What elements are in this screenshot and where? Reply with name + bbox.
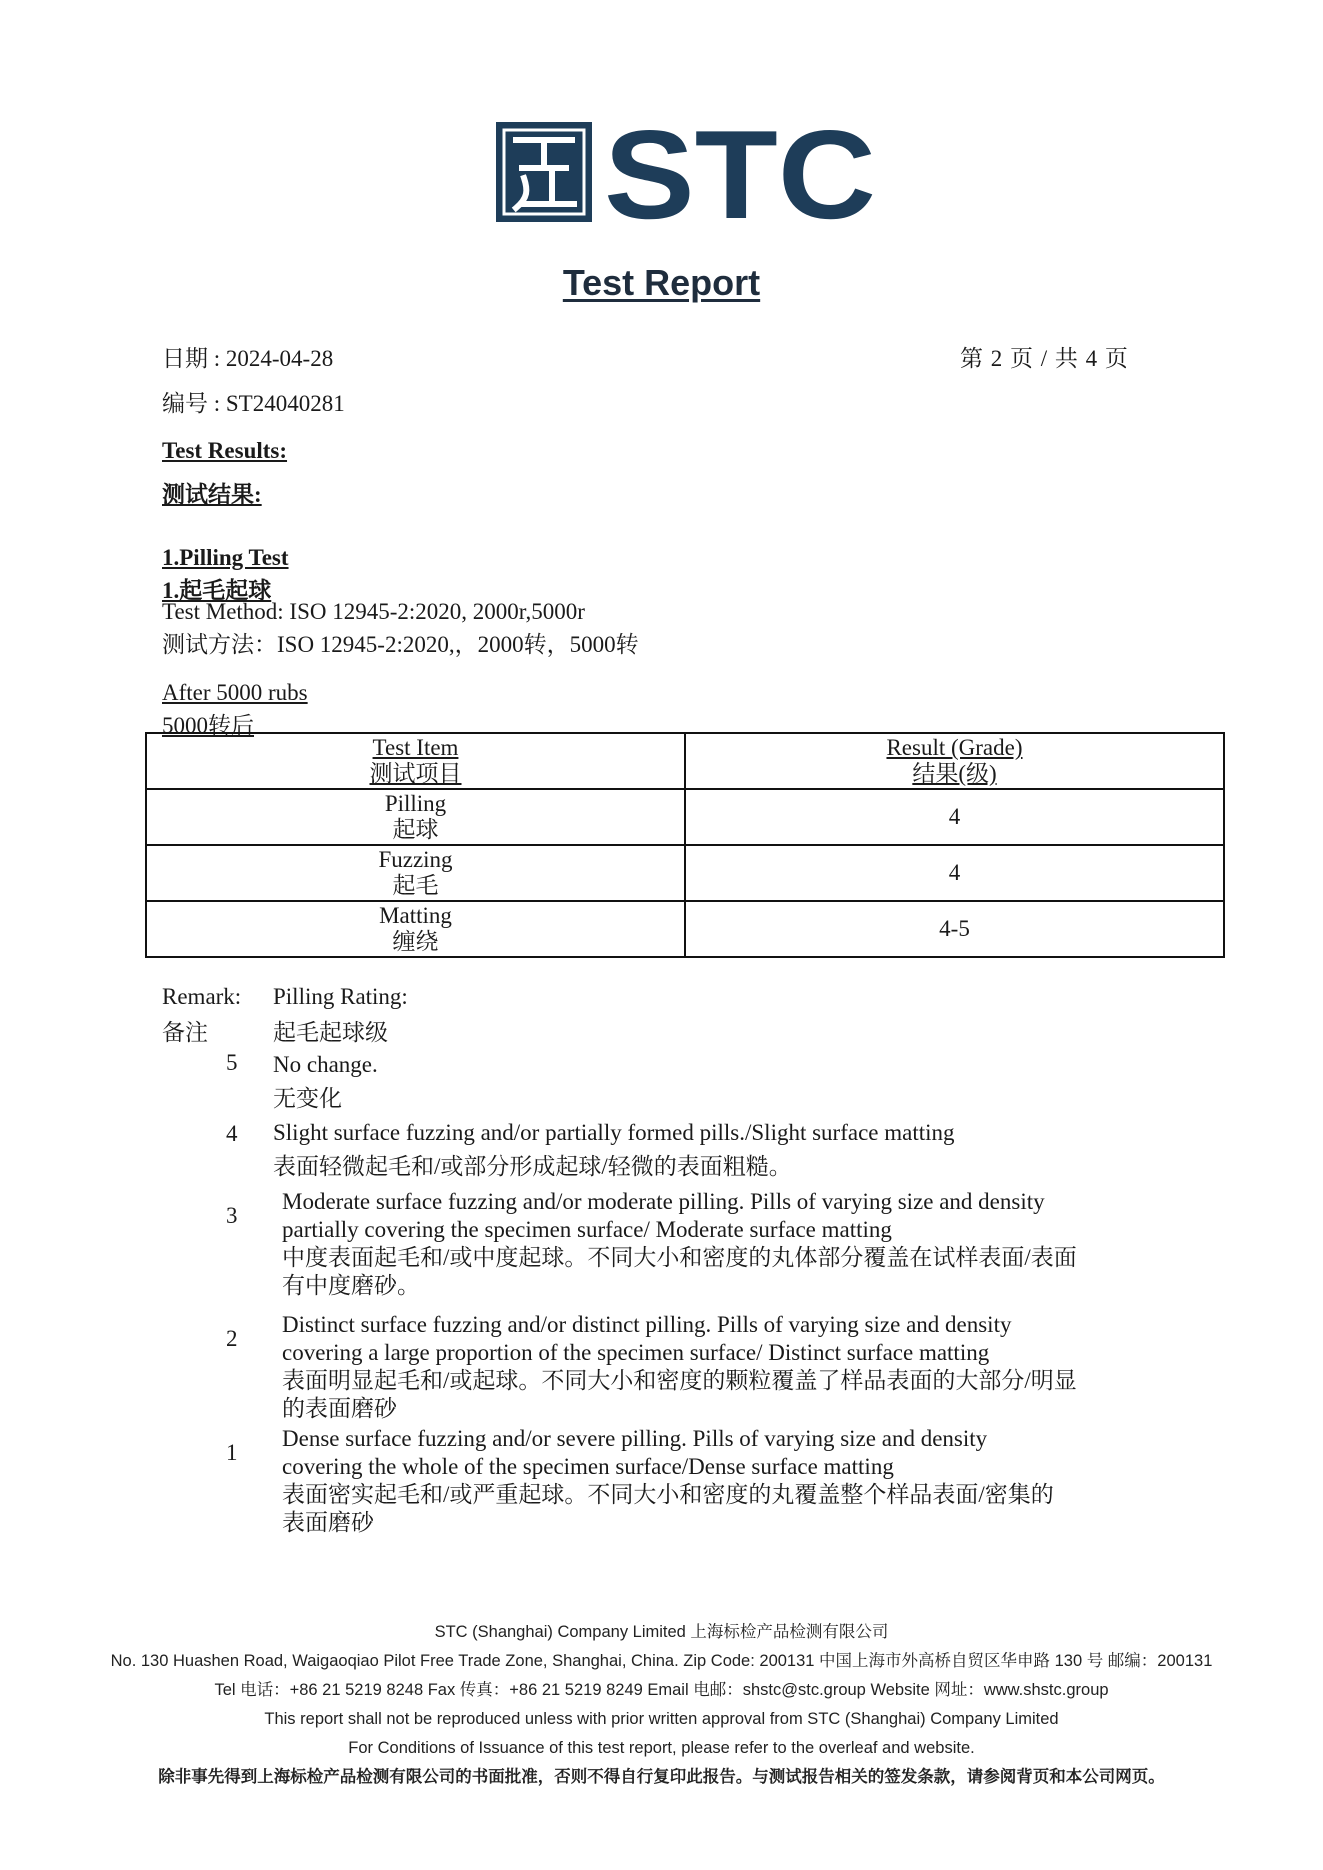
footer-notice-cn: 除非事先得到上海标检产品检测有限公司的书面批准，否则不得自行复印此报告。与测试报告相关的签发条款，请参阅背页和本公司网页。 <box>158 1768 1165 1786</box>
result-cell: 4 <box>685 789 1224 845</box>
item-cell <box>146 901 685 957</box>
grade-number: 5 <box>226 1050 238 1075</box>
grade-description <box>282 1188 1077 1300</box>
header-result-cn: 结果(级) <box>912 761 997 786</box>
item-cn: 缠绕 <box>392 929 439 954</box>
header-test-item-en: Test Item <box>372 735 459 760</box>
test-title-en: 1.Pilling Test <box>162 545 289 570</box>
grade-line: Dense surface fuzzing and/or severe pilling. Pills of varying size and density <box>282 1426 988 1451</box>
item-cn: 起毛 <box>392 873 439 898</box>
page-indicator: 第 2 页 / 共 4 页 <box>960 346 1129 371</box>
remark-label-en: Remark: <box>162 984 242 1009</box>
grade-line: 中度表面起毛和/或中度起球。不同大小和密度的丸体部分覆盖在试样表面/表面 <box>282 1245 1077 1270</box>
grade-line: 表面轻微起毛和/或部分形成起球/轻微的表面粗糙。 <box>273 1154 792 1179</box>
results-table <box>145 732 1225 958</box>
grade-line: Slight surface fuzzing and/or partially formed pills./Slight surface matting <box>273 1120 955 1145</box>
grade-description <box>273 1048 378 1116</box>
grade-number: 3 <box>226 1203 238 1228</box>
item-cell <box>146 789 685 845</box>
item-en: Pilling <box>384 791 447 816</box>
grade-line: covering a large proportion of the specimen surface/ Distinct surface matting <box>282 1340 990 1365</box>
grade-number: 2 <box>226 1326 238 1351</box>
table-header-row <box>146 733 1224 789</box>
grade-line: covering the whole of the specimen surface/Dense surface matting <box>282 1454 894 1479</box>
stc-logo <box>494 118 880 226</box>
footer <box>0 1618 1323 1792</box>
page-title: Test Report <box>562 262 761 303</box>
grade-number: 4 <box>226 1121 238 1146</box>
footer-contact: Tel 电话：+86 21 5219 8248 Fax 传真：+86 21 5219 8249 Email 电邮：shstc@stc.group Website 网址：www.shstc.group <box>214 1681 1109 1699</box>
footer-notice-en-1: This report shall not be reproduced unless with prior written approval from STC (Shanghai) Company Limited <box>264 1710 1059 1728</box>
grade-line: 表面密实起毛和/或严重起球。不同大小和密度的丸覆盖整个样品表面/密集的 <box>282 1482 1054 1507</box>
test-method-en: Test Method: ISO 12945-2:2020, 2000r,5000r <box>162 599 585 624</box>
grade-line: partially covering the specimen surface/ Moderate surface matting <box>282 1217 892 1242</box>
grade-description <box>282 1311 1077 1423</box>
result-cell: 4 <box>685 845 1224 901</box>
remark-title-cn: 起毛起球级 <box>273 1020 388 1045</box>
grade-line: No change. <box>273 1052 378 1077</box>
grade-line: 的表面磨砂 <box>282 1396 397 1421</box>
table-row <box>146 789 1224 845</box>
test-title-cn: 1.起毛起球 <box>162 578 272 603</box>
table-row <box>146 901 1224 957</box>
footer-address: No. 130 Huashen Road, Waigaoqiao Pilot Free Trade Zone, Shanghai, China. Zip Code: 200131 中国上海市外高桥自贸区华申路 130 号 邮编：200131 <box>110 1652 1213 1670</box>
footer-notice-en-2: For Conditions of Issuance of this test report, please refer to the overleaf and website. <box>348 1739 975 1757</box>
table-row <box>146 845 1224 901</box>
header-test-item <box>146 733 685 789</box>
grade-line: 有中度磨砂。 <box>282 1273 420 1298</box>
header-result-en: Result (Grade) <box>886 735 1023 760</box>
grade-line: 表面磨砂 <box>282 1510 374 1535</box>
report-number: 编号 : ST24040281 <box>162 391 345 416</box>
section-heading-cn: 测试结果: <box>162 482 262 507</box>
remark-label-cn: 备注 <box>162 1020 208 1045</box>
grade-number: 1 <box>226 1440 238 1465</box>
item-cn: 起球 <box>392 817 439 842</box>
report-date: 日期 : 2024-04-28 <box>162 346 334 371</box>
grade-line: Moderate surface fuzzing and/or moderate pilling. Pills of varying size and density <box>282 1189 1045 1214</box>
test-method-cn: 测试方法：ISO 12945-2:2020,，2000转，5000转 <box>162 632 639 657</box>
result-cell: 4-5 <box>685 901 1224 957</box>
logo-text: STC <box>604 118 876 226</box>
condition-cn: 5000转后 <box>162 713 254 738</box>
item-en: Matting <box>379 903 452 928</box>
grade-description <box>273 1116 955 1184</box>
header-test-item-cn: 测试项目 <box>369 761 462 786</box>
condition-en: After 5000 rubs <box>162 680 308 705</box>
header-result <box>685 733 1224 789</box>
grade-line: 表面明显起毛和/或起球。不同大小和密度的颗粒覆盖了样品表面的大部分/明显 <box>282 1368 1077 1393</box>
footer-company: STC (Shanghai) Company Limited 上海标检产品检测有限公司 <box>434 1623 889 1641</box>
grade-line: Distinct surface fuzzing and/or distinct pilling. Pills of varying size and density <box>282 1312 1012 1337</box>
grade-description <box>282 1425 1054 1537</box>
section-heading-en: Test Results: <box>162 438 288 463</box>
item-cell <box>146 845 685 901</box>
grade-line: 无变化 <box>273 1086 342 1111</box>
remark-title-en: Pilling Rating: <box>273 984 408 1009</box>
item-en: Fuzzing <box>378 847 453 872</box>
